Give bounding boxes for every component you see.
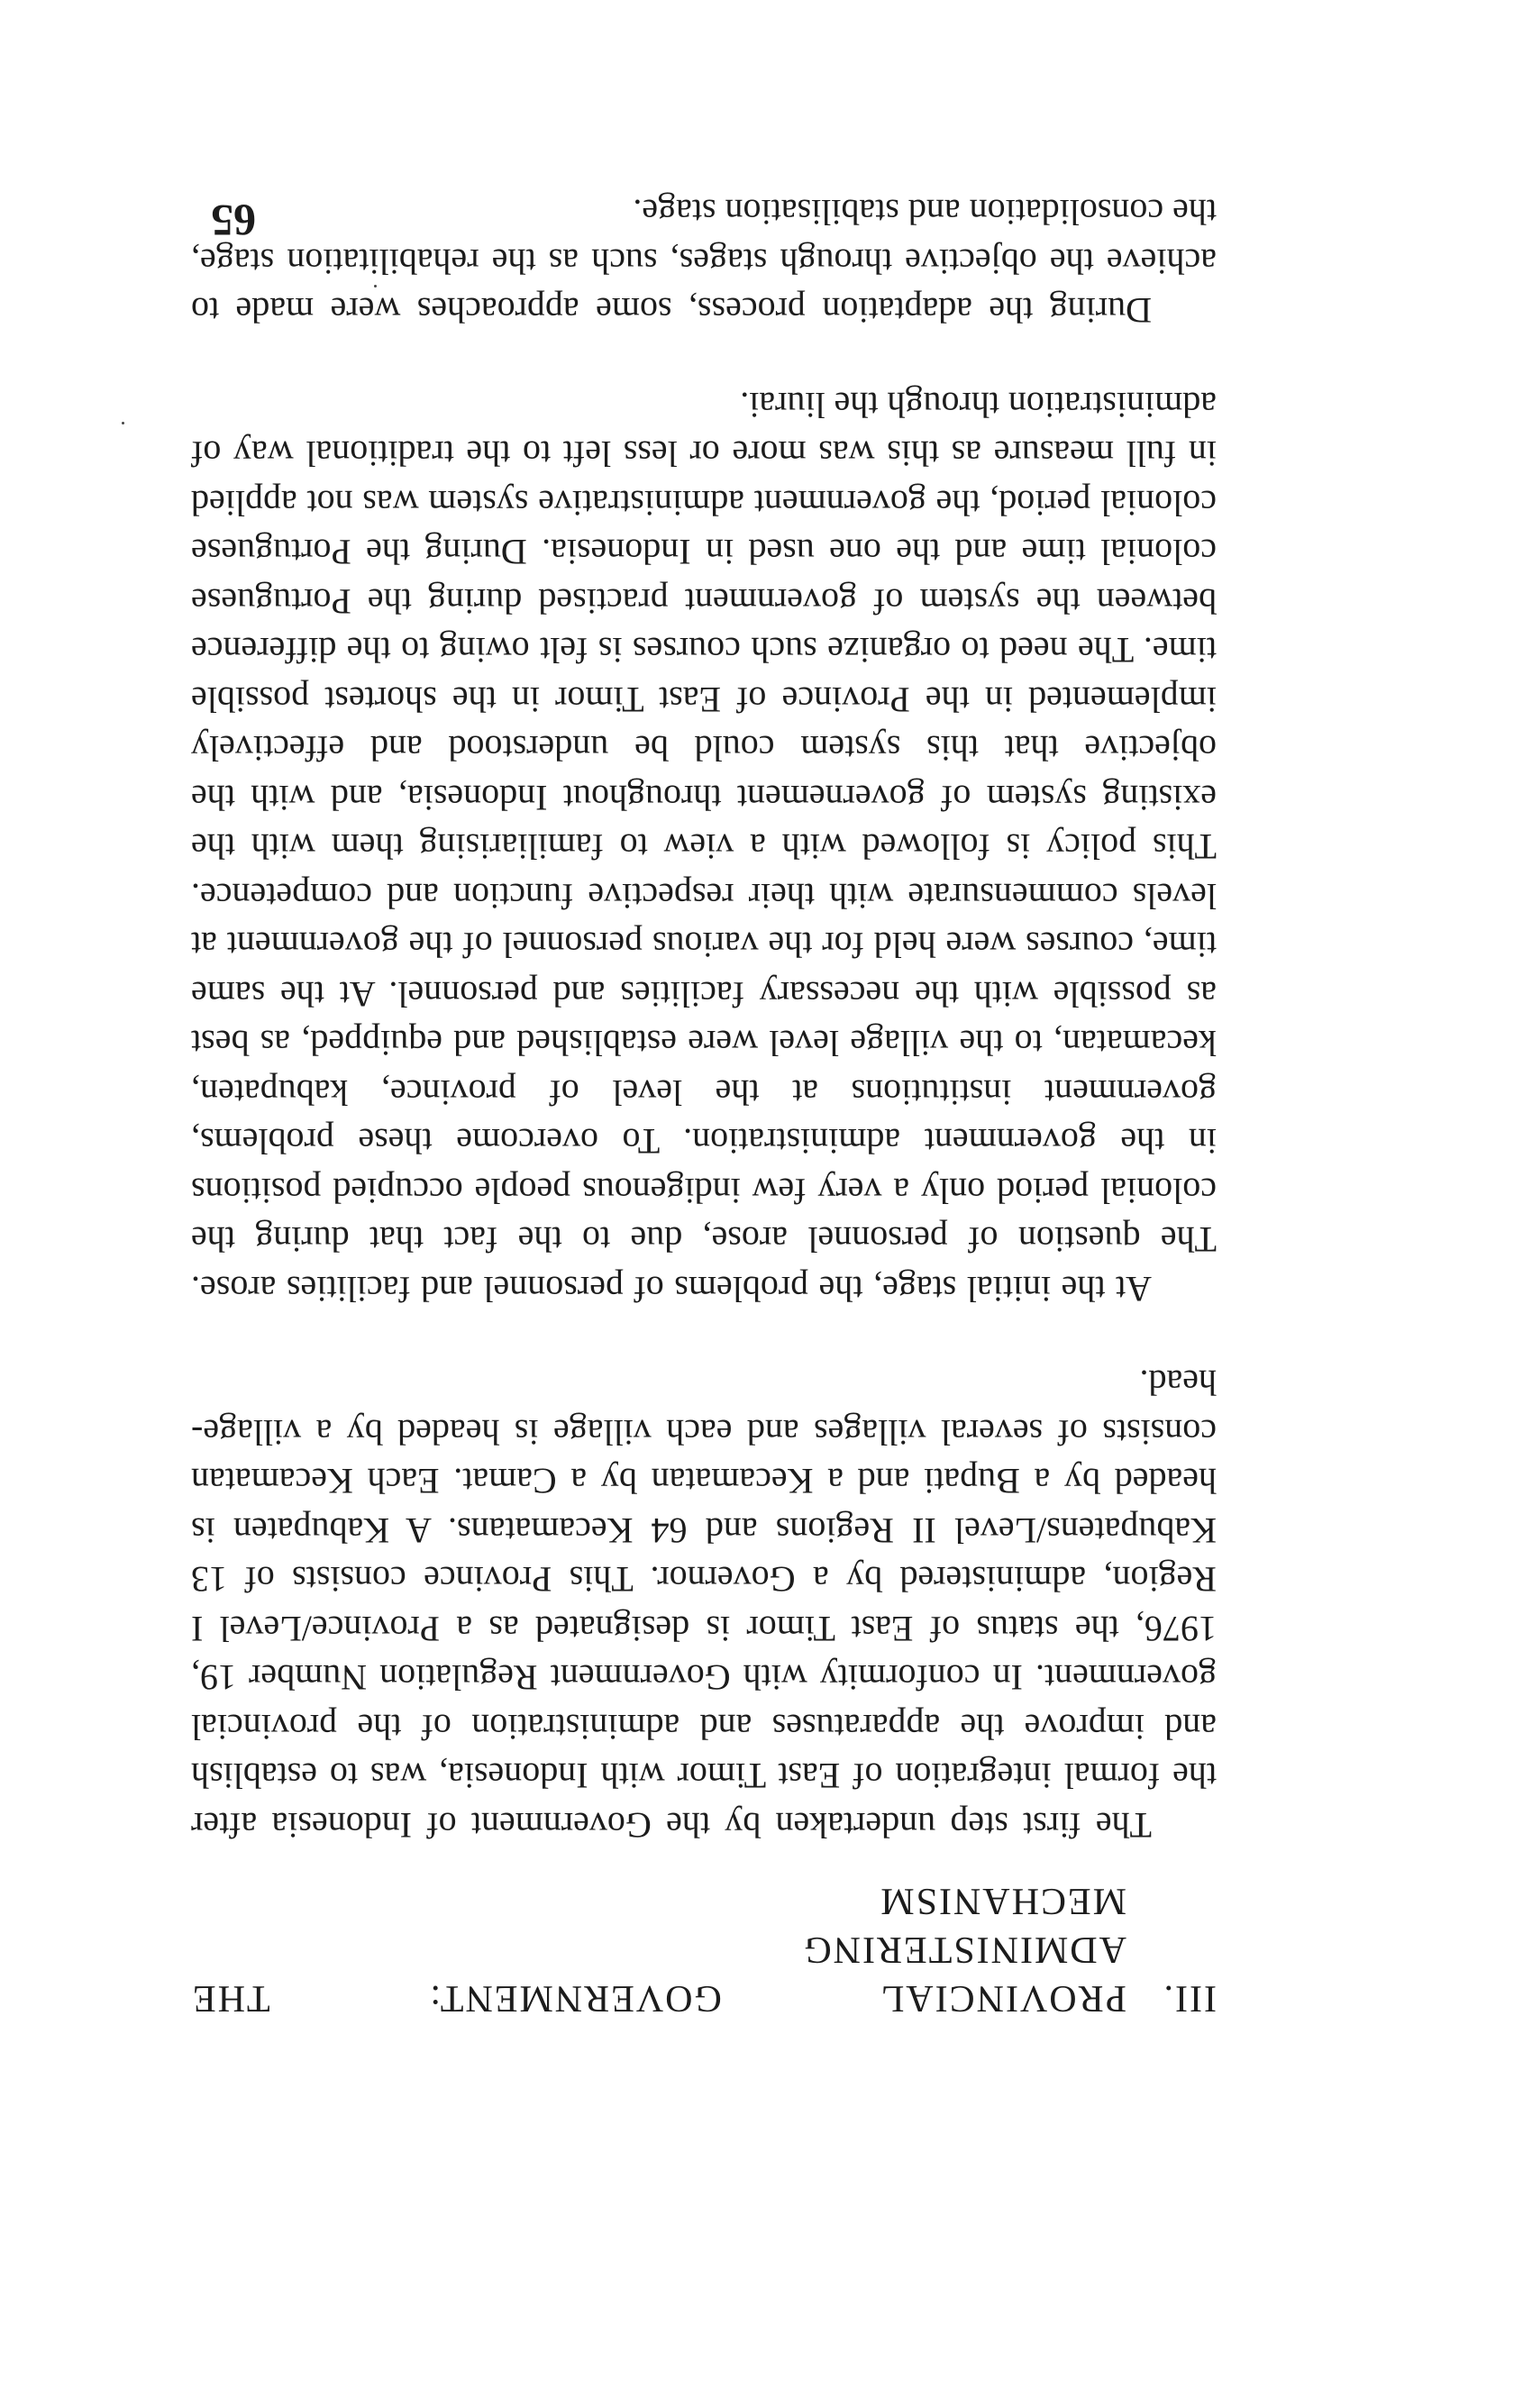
paragraph-3: During the adaptation process, some approaches were made to achieve the objective through stages, such as the rehabilitation stage, the consolidation and stabilisation stage. bbox=[191, 192, 1217, 332]
paragraph-2: At the initial stage, the problems of personnel and facilities arose. The question of personnel arose, due to the fact that during the colonial period only a very few indigenous people occupied positions in the government administration. To overcome these problems, government institutions at the level of province, kabupaten, kecamatan, to the village level were established and equipped, as best as possible with the necessary facilities and personnel. At the same time, courses were held for the various personnel of the government at levels commensurate with their respective function and competence. This policy is followed with a view to familiarising them with the existing system of governement throughout Indonesia, and with the objective that this system could be understood and effectively implemented in the Province of East Timor in the shortest possible time. The need to organize such courses is felt owing to the difference between the system of government practised during the Portuguese colonial time and the one used in Indonesia. During the Portuguese colonial period, the government administrative system was not applied in full measure as this was more or less left to the traditional way of administration through the liurai. bbox=[191, 385, 1217, 1309]
chapter-number: III. bbox=[1162, 1977, 1217, 2019]
chapter-title-line-1: PROVINCIAL GOVERNMENT: THE ADMINISTERING bbox=[191, 1929, 1126, 2019]
chapter-heading bbox=[191, 1876, 1217, 2022]
chapter-title-line-2: MECHANISM bbox=[879, 1880, 1126, 1921]
scan-speck bbox=[122, 422, 124, 424]
page-number: 65 bbox=[211, 196, 256, 246]
paragraph-1: The first step undertaken by the Government of Indonesia after the formal integration of East Timor with Indonesia, was to establish and improve the apparatuses and administration of the provincial government. In conformity with Government Regulation Number 19, 1976, the status of East Timor is designated as a Province/Level I Region, administered by a Governor. This Province consists of 13 Kabupatens/Level II Regions and 64 Kecamatans. A Kabupaten is headed by a Bupati and a Kecamatan by a Camat. Each Kecamatan consists of several villages and each village is headed by a village-head. bbox=[191, 1363, 1217, 1846]
page-body bbox=[191, 187, 1217, 2022]
scan-speck bbox=[374, 285, 377, 287]
